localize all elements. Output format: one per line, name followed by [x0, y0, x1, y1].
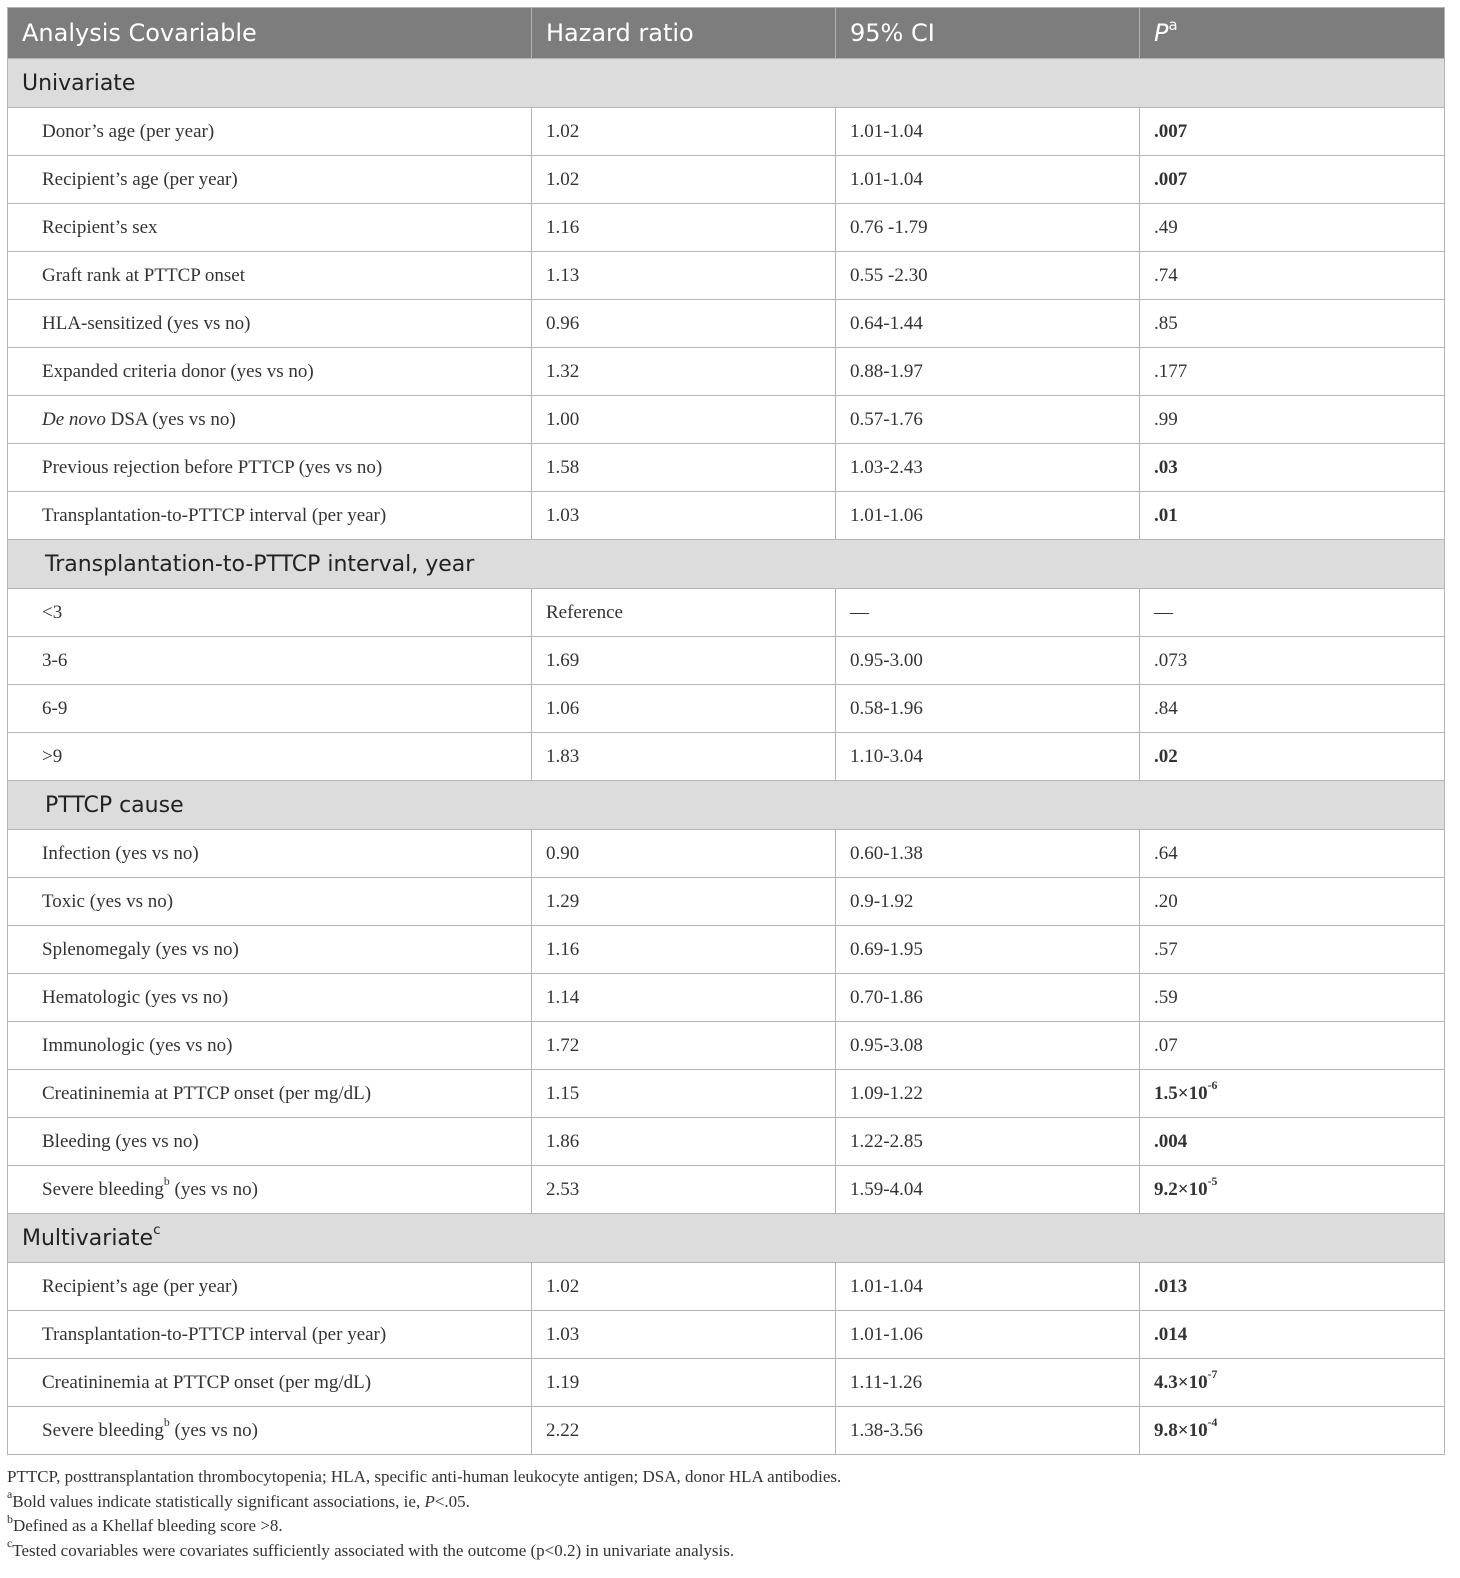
ci-cell: 0.60-1.38	[836, 830, 1140, 878]
p-value-cell: .007	[1140, 156, 1445, 204]
covariable-cell: Graft rank at PTTCP onset	[8, 252, 532, 300]
section-title: Univariate	[8, 59, 1445, 108]
footnote-a-text-pre: Bold values indicate statistically significant associations, ie,	[12, 1491, 425, 1511]
p-value-cell: .073	[1140, 637, 1445, 685]
hazard-ratio-cell: 1.83	[532, 733, 836, 781]
ci-cell: 0.57-1.76	[836, 396, 1140, 444]
header-p-label: P	[1154, 19, 1169, 47]
hazard-ratio-cell: 2.53	[532, 1166, 836, 1214]
hazard-ratio-cell: 1.69	[532, 637, 836, 685]
covariable-cell: >9	[8, 733, 532, 781]
footnote-c-mark: c	[7, 1536, 13, 1551]
hazard-ratio-cell: 1.16	[532, 204, 836, 252]
table-row	[8, 1070, 1445, 1118]
covariable-cell: HLA-sensitized (yes vs no)	[8, 300, 532, 348]
p-value-base: 9.2×10	[1154, 1178, 1208, 1200]
ci-cell: 1.09-1.22	[836, 1070, 1140, 1118]
covariable-cell: Transplantation-to-PTTCP interval (per year)	[8, 492, 532, 540]
ci-cell: 0.9-1.92	[836, 878, 1140, 926]
p-value-cell: .49	[1140, 204, 1445, 252]
ci-cell: 0.69-1.95	[836, 926, 1140, 974]
covariable-post: (yes vs no)	[169, 1178, 258, 1200]
hazard-ratio-cell: 1.03	[532, 1311, 836, 1359]
header-covariable: Analysis Covariable	[8, 8, 532, 59]
section-title-text: Multivariate	[22, 1225, 154, 1251]
table-row	[8, 1311, 1445, 1359]
hazard-ratio-cell: 1.13	[532, 252, 836, 300]
p-value-cell: .007	[1140, 108, 1445, 156]
hazard-ratio-cell: 1.02	[532, 108, 836, 156]
header-p-footnote-mark: a	[1168, 15, 1178, 34]
p-value-cell: .59	[1140, 974, 1445, 1022]
p-value-exponent: -6	[1207, 1079, 1218, 1093]
table-row	[8, 1166, 1445, 1214]
ci-cell: 1.01-1.06	[836, 1311, 1140, 1359]
table-row	[8, 685, 1445, 733]
table-row	[8, 926, 1445, 974]
hazard-ratio-cell: 1.03	[532, 492, 836, 540]
covariable-pre: Severe bleeding	[42, 1178, 164, 1200]
covariable-cell: Creatininemia at PTTCP onset (per mg/dL)	[8, 1359, 532, 1407]
table-row	[8, 444, 1445, 492]
p-value-cell: .014	[1140, 1311, 1445, 1359]
hazard-ratio-cell: 1.32	[532, 348, 836, 396]
table-row	[8, 878, 1445, 926]
ci-cell: 1.01-1.04	[836, 156, 1140, 204]
covariable-cell: Infection (yes vs no)	[8, 830, 532, 878]
covariable-pre: Severe bleeding	[42, 1419, 164, 1441]
table-row	[8, 637, 1445, 685]
table-row	[8, 396, 1445, 444]
table-row	[8, 1022, 1445, 1070]
section-row-univariate	[8, 59, 1445, 108]
hazard-ratio-cell: 1.29	[532, 878, 836, 926]
p-value-cell: .07	[1140, 1022, 1445, 1070]
section-row-cause	[8, 781, 1445, 830]
ci-cell: 0.76 -1.79	[836, 204, 1140, 252]
hazard-ratio-cell: 1.58	[532, 444, 836, 492]
hazard-ratio-cell: 1.02	[532, 156, 836, 204]
footnote-b-mark: b	[7, 1511, 13, 1526]
p-value-exponent: -7	[1207, 1368, 1218, 1382]
section-row-interval	[8, 540, 1445, 589]
hazard-ratio-cell: 1.15	[532, 1070, 836, 1118]
ci-cell: 0.88-1.97	[836, 348, 1140, 396]
ci-cell: 1.01-1.06	[836, 492, 1140, 540]
p-value-cell: .20	[1140, 878, 1445, 926]
hazard-ratio-cell: 0.90	[532, 830, 836, 878]
hazard-ratio-cell: 1.02	[532, 1263, 836, 1311]
section-title: PTTCP cause	[8, 781, 1445, 830]
table-row	[8, 1407, 1445, 1455]
footnote-b-text: Defined as a Khellaf bleeding score >8.	[12, 1516, 283, 1535]
footnote-c	[7, 1536, 1447, 1564]
header-hazard-ratio: Hazard ratio	[532, 8, 836, 59]
table-row	[8, 300, 1445, 348]
p-value-cell: .02	[1140, 733, 1445, 781]
p-value-cell: .03	[1140, 444, 1445, 492]
ci-cell: 0.95-3.00	[836, 637, 1140, 685]
ci-cell: 0.64-1.44	[836, 300, 1140, 348]
covariable-cell	[8, 1166, 532, 1214]
footnote-mark: b	[163, 1416, 170, 1430]
covariable-cell: Hematologic (yes vs no)	[8, 974, 532, 1022]
table-row	[8, 1359, 1445, 1407]
ci-cell: 0.58-1.96	[836, 685, 1140, 733]
p-value-base: 9.8×10	[1154, 1419, 1208, 1441]
p-value-exponent: -5	[1207, 1175, 1218, 1189]
covariable-cell: 6-9	[8, 685, 532, 733]
covariable-cell: Recipient’s sex	[8, 204, 532, 252]
footnote-mark: c	[153, 1222, 161, 1239]
p-value-cell	[1140, 1070, 1445, 1118]
ci-cell: 1.01-1.04	[836, 1263, 1140, 1311]
table-row	[8, 1118, 1445, 1166]
covariable-cell: Bleeding (yes vs no)	[8, 1118, 532, 1166]
ci-cell: 1.38-3.56	[836, 1407, 1140, 1455]
p-value-exponent: -4	[1207, 1416, 1218, 1430]
p-value-cell: .004	[1140, 1118, 1445, 1166]
table-row	[8, 492, 1445, 540]
covariable-cell	[8, 1407, 532, 1455]
footnote-a	[7, 1487, 1447, 1515]
p-value-cell: .177	[1140, 348, 1445, 396]
ci-cell: 1.03-2.43	[836, 444, 1140, 492]
hazard-ratio-cell: 1.86	[532, 1118, 836, 1166]
hazard-ratio-cell: 1.14	[532, 974, 836, 1022]
hazard-ratio-table	[7, 7, 1445, 1455]
table-row	[8, 108, 1445, 156]
p-value-cell: .01	[1140, 492, 1445, 540]
p-value-cell: .74	[1140, 252, 1445, 300]
section-title	[8, 1214, 1445, 1263]
covariable-cell: Immunologic (yes vs no)	[8, 1022, 532, 1070]
p-value-base: 1.5×10	[1154, 1082, 1208, 1104]
section-title: Transplantation-to-PTTCP interval, year	[8, 540, 1445, 589]
covariable-cell: Splenomegaly (yes vs no)	[8, 926, 532, 974]
p-value-cell: .85	[1140, 300, 1445, 348]
hazard-ratio-cell: 1.19	[532, 1359, 836, 1407]
hazard-ratio-cell: 1.00	[532, 396, 836, 444]
hazard-ratio-cell: Reference	[532, 589, 836, 637]
ci-cell: 1.11-1.26	[836, 1359, 1140, 1407]
p-value-cell: .99	[1140, 396, 1445, 444]
covariable-cell: Previous rejection before PTTCP (yes vs no)	[8, 444, 532, 492]
table-row	[8, 348, 1445, 396]
footnote-a-mark: a	[7, 1487, 13, 1502]
header-ci: 95% CI	[836, 8, 1140, 59]
covariable-cell	[8, 396, 532, 444]
table-row	[8, 1263, 1445, 1311]
hazard-ratio-cell: 1.72	[532, 1022, 836, 1070]
table-row	[8, 252, 1445, 300]
ci-cell: 1.22-2.85	[836, 1118, 1140, 1166]
table-header-row	[8, 8, 1445, 59]
covariable-cell: Donor’s age (per year)	[8, 108, 532, 156]
ci-cell: 0.95-3.08	[836, 1022, 1140, 1070]
table-row	[8, 733, 1445, 781]
ci-cell: 1.59-4.04	[836, 1166, 1140, 1214]
table-row	[8, 830, 1445, 878]
p-value-cell: .84	[1140, 685, 1445, 733]
footnote-a-text-italic: P	[424, 1491, 435, 1511]
footnote-a-text-post: <.05.	[434, 1491, 470, 1511]
ci-cell: —	[836, 589, 1140, 637]
p-value-cell: .64	[1140, 830, 1445, 878]
table-row	[8, 156, 1445, 204]
table-row	[8, 589, 1445, 637]
hazard-ratio-cell: 1.16	[532, 926, 836, 974]
covariable-cell: Expanded criteria donor (yes vs no)	[8, 348, 532, 396]
covariable-post: (yes vs no)	[169, 1419, 258, 1441]
table-row	[8, 974, 1445, 1022]
p-value-cell	[1140, 1359, 1445, 1407]
footnote-mark: b	[163, 1175, 170, 1189]
p-value-cell: .013	[1140, 1263, 1445, 1311]
hazard-ratio-cell: 1.06	[532, 685, 836, 733]
results-table-container	[7, 7, 1454, 1455]
p-value-cell: .57	[1140, 926, 1445, 974]
ci-cell: 0.55 -2.30	[836, 252, 1140, 300]
covariable-rest: DSA (yes vs no)	[105, 408, 236, 430]
ci-cell: 1.10-3.04	[836, 733, 1140, 781]
table-row	[8, 204, 1445, 252]
covariable-cell: Transplantation-to-PTTCP interval (per year)	[8, 1311, 532, 1359]
covariable-cell: Recipient’s age (per year)	[8, 1263, 532, 1311]
hazard-ratio-cell: 0.96	[532, 300, 836, 348]
covariable-cell: <3	[8, 589, 532, 637]
covariable-cell: 3-6	[8, 637, 532, 685]
p-value-cell	[1140, 1166, 1445, 1214]
p-value-cell	[1140, 1407, 1445, 1455]
footnote-b	[7, 1511, 1447, 1539]
ci-cell: 1.01-1.04	[836, 108, 1140, 156]
covariable-italic-part: De novo	[42, 408, 106, 430]
p-value-cell: —	[1140, 589, 1445, 637]
covariable-cell: Creatininemia at PTTCP onset (per mg/dL)	[8, 1070, 532, 1118]
covariable-cell: Recipient’s age (per year)	[8, 156, 532, 204]
hazard-ratio-cell: 2.22	[532, 1407, 836, 1455]
ci-cell: 0.70-1.86	[836, 974, 1140, 1022]
footnote-abbreviations: PTTCP, posttransplantation thrombocytopenia; HLA, specific anti-human leukocyte antigen; DSA, donor HLA antibodies.	[7, 1467, 842, 1486]
section-row-multivariate	[8, 1214, 1445, 1263]
p-value-base: 4.3×10	[1154, 1371, 1208, 1393]
footnote-c-text: Tested covariables were covariates sufficiently associated with the outcome (p<0.2) in univariate analysis.	[12, 1540, 735, 1560]
table-footnotes	[7, 1465, 1447, 1563]
header-p-value	[1140, 8, 1445, 59]
covariable-cell: Toxic (yes vs no)	[8, 878, 532, 926]
